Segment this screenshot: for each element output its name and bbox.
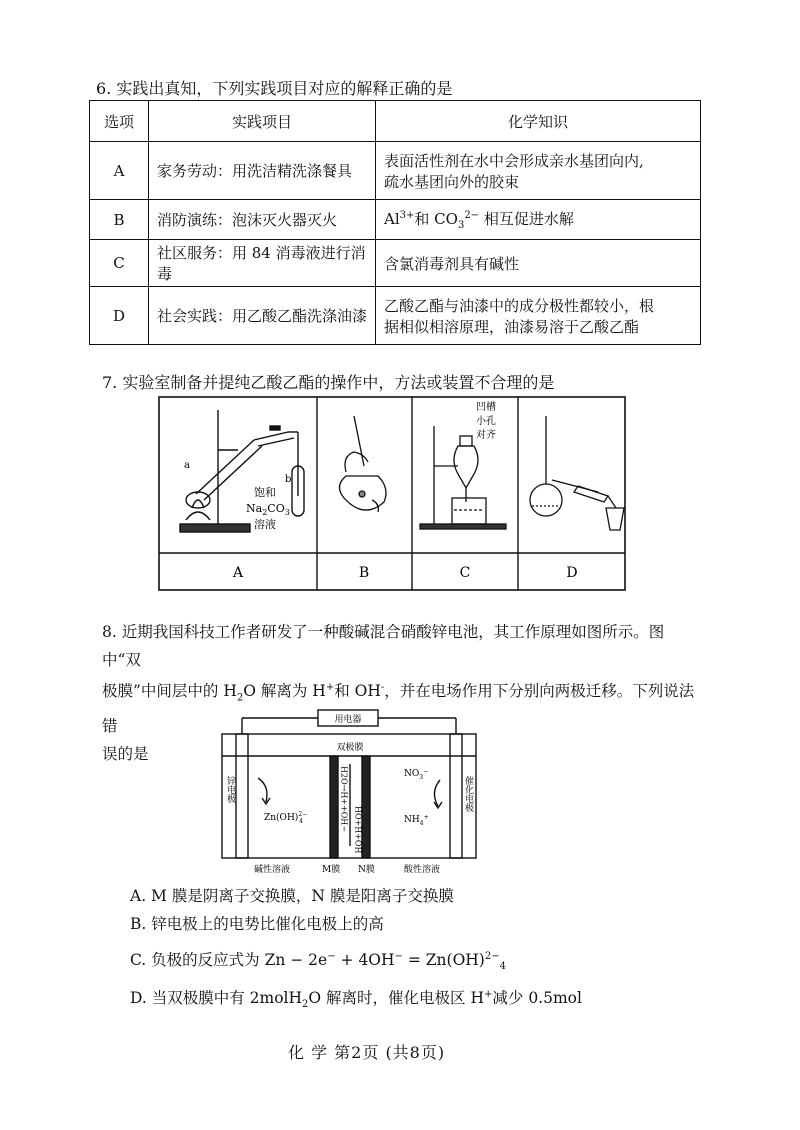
formula-text: 相互促进水解 <box>479 210 574 228</box>
formula-sub: 3 <box>457 220 465 231</box>
hole-label: 小孔 <box>476 416 496 427</box>
solution-label-3: 溶液 <box>254 518 276 531</box>
row-item: 社区服务：用 84 消毒液进行消毒 <box>149 240 376 287</box>
align-label: 对齐 <box>476 430 496 441</box>
q7-title: 7. 实验室制备并提纯乙酸乙酯的操作中，方法或装置不合理的是 <box>102 373 555 392</box>
q8-option-a: A. M 膜是阴离子交换膜，N 膜是阳离子交换膜 <box>130 887 454 905</box>
q8-line3: 误的是 <box>102 745 149 764</box>
option-label-a: A <box>232 565 244 581</box>
zincate-species: Zn(OH)$^{2-}$ 4 <box>264 811 308 825</box>
q8-line1: 8. 近期我国科技工作者研发了一种酸碱混合硝酸锌电池，其工作原理如图所示。图中“双 <box>102 623 665 669</box>
knowledge-line: 据相似相溶原理，油漆易溶于乙酸乙酯 <box>384 317 640 336</box>
formula-sup: 3+ <box>399 210 415 221</box>
row-option: A <box>90 142 149 200</box>
knowledge-line: 乙酸乙酯与油漆中的成分极性都较小，根 <box>384 296 655 315</box>
row-option: B <box>90 200 149 240</box>
table-row <box>90 200 701 240</box>
solution-label-1: 饱和 <box>254 486 276 499</box>
knowledge-line: 表面活性剂在水中会形成亲水基团向内, <box>384 151 644 170</box>
knowledge-line: 疏水基团向外的胶束 <box>384 172 520 191</box>
header-item: 实践项目 <box>149 101 376 142</box>
table-header-row <box>90 101 701 142</box>
ammonium-species: $NH_4^+$ <box>404 814 429 827</box>
option-label-d: D <box>566 565 578 581</box>
table-row <box>90 142 701 200</box>
row-option: C <box>90 240 149 287</box>
acidic-solution-label: 酸性溶液 <box>404 865 441 874</box>
option-label-c: C <box>459 565 471 581</box>
nitrate-species: $NO_3^-$ <box>404 768 429 781</box>
q6-title: 6. 实践出真知，下列实践项目对应的解释正确的是 <box>96 79 453 98</box>
label-a-marker: a <box>184 460 190 471</box>
catalytic-electrode-label: 催化电极 <box>463 776 473 812</box>
label-b-marker: b <box>285 474 292 485</box>
bipolar-label: 双极膜 <box>336 743 364 753</box>
q8-battery-diagram <box>218 706 480 874</box>
zinc-electrode-label: 锌电极 <box>225 776 235 803</box>
row-item: 家务劳动：用洗洁精洗涤餐具 <box>149 142 376 200</box>
q8-option-b: B. 锌电极上的电势比催化电极上的高 <box>130 915 384 933</box>
apparatus-d <box>530 416 624 530</box>
alkaline-solution-label: 碱性溶液 <box>254 865 291 874</box>
option-label-b: B <box>358 565 370 581</box>
row-knowledge: 含氯消毒剂具有碱性 <box>376 240 701 287</box>
formula-text: 和 CO <box>414 210 458 228</box>
q8-option-d: D. 当双极膜中有 2molH$_2$O 解离时，催化电极区 H+减少 0.5mol <box>130 988 582 1011</box>
formula-al: Al <box>384 210 400 228</box>
formula-sup: 2− <box>464 210 480 221</box>
q6-table <box>89 100 701 345</box>
apparatus-c <box>420 426 506 529</box>
row-knowledge <box>376 287 701 345</box>
solution-label-2: $Na_2CO_3$ <box>246 502 290 517</box>
table-row <box>90 287 701 345</box>
q8-option-c: C. 负极的反应式为 Zn − 2e− + 4OH− = Zn(OH)$^{2-}_4$ <box>130 950 506 973</box>
table-row <box>90 240 701 287</box>
q8-line2: 极膜”中间层中的 $H_2O$ 解离为 H+和 OH-，并在电场作用下分别向两极迁移。下列说法错 <box>102 682 695 736</box>
row-knowledge <box>376 200 701 240</box>
row-knowledge <box>376 142 701 200</box>
device-label: 用电器 <box>334 715 362 725</box>
groove-label: 凹槽 <box>476 402 496 413</box>
row-option: D <box>90 287 149 345</box>
n-membrane-label: N膜 <box>358 865 375 874</box>
row-item: 消防演练：泡沫灭火器灭火 <box>149 200 376 240</box>
header-knowledge: 化学知识 <box>376 101 701 142</box>
m-membrane-label: M膜 <box>322 865 341 874</box>
ion-flow-label: HO+H+OH <box>353 806 363 854</box>
apparatus-b <box>339 416 386 512</box>
row-item: 社会实践：用乙酸乙酯洗涤油漆 <box>149 287 376 345</box>
water-dissociation-label: H2O→H++OH− <box>339 766 349 832</box>
header-option: 选项 <box>90 101 149 142</box>
q7-apparatus-figure <box>158 396 626 592</box>
page-footer: 化 学 第2页 (共8页) <box>288 1043 446 1062</box>
